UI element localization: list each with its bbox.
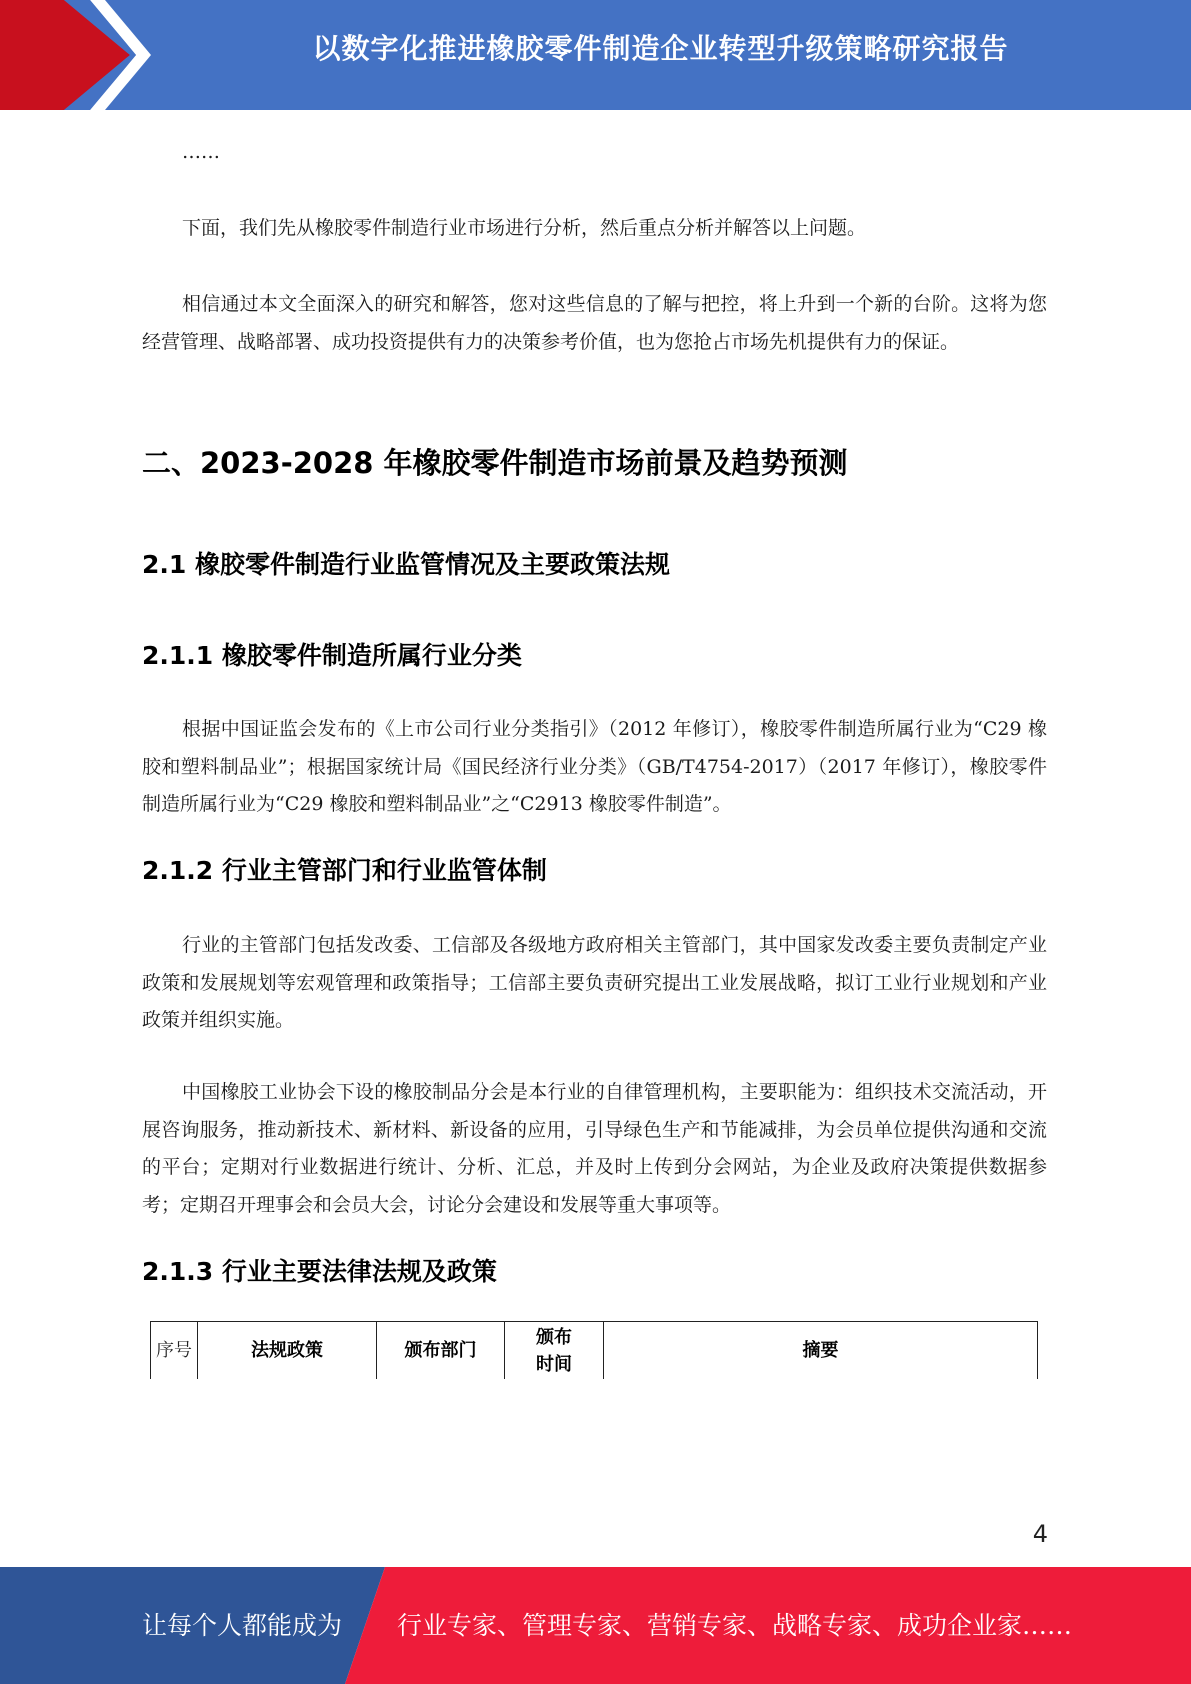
page-header — [0, 0, 1191, 110]
table-header-summary: 摘要 — [604, 1322, 1038, 1380]
subsection-2-1-title: 2.1 橡胶零件制造行业监管情况及主要政策法规 — [142, 550, 670, 579]
subsection-2-1-2-title: 2.1.2 行业主管部门和行业监管体制 — [142, 856, 547, 885]
table-header-row — [151, 1322, 1038, 1380]
section-title: 二、2023-2028 年橡胶零件制造市场前景及趋势预测 — [142, 446, 848, 480]
page-footer — [0, 1567, 1191, 1684]
paragraph-regulators: 行业的主管部门包括发改委、工信部及各级地方政府相关主管部门，其中国家发改委主要负责制定产业政策和发展规划等宏观管理和政策指导；工信部主要负责研究提出工业发展战略，拟订工业行业规划和产业政策并组织实施。 — [142, 934, 1047, 1031]
table-header-no: 序号 — [151, 1322, 198, 1380]
page-number: 4 — [1032, 1520, 1048, 1548]
table-header-policy: 法规政策 — [198, 1322, 377, 1380]
paragraph-industry-classification: 根据中国证监会发布的《上市公司行业分类指引》（2012 年修订），橡胶零件制造所属行业为“C29 橡胶和塑料制品业”；根据国家统计局《国民经济行业分类》（GB/T4754-2017）（2017 年修订），橡胶零件制造所属行业为“C29 橡胶和塑料制品业”之“C2913 橡胶零件制造”。 — [142, 718, 1047, 815]
footer-slogan-right: 行业专家、管理专家、营销专家、战略专家、成功企业家…… — [397, 1611, 1073, 1640]
intro-paragraph-1: 下面，我们先从橡胶零件制造行业市场进行分析，然后重点分析并解答以上问题。 — [182, 217, 867, 239]
subsection-2-1-3-title: 2.1.3 行业主要法律法规及政策 — [142, 1257, 497, 1286]
ellipsis-line: …… — [182, 141, 220, 163]
table-header-dept: 颁布部门 — [377, 1322, 505, 1380]
intro-paragraph-2: 相信通过本文全面深入的研究和解答，您对这些信息的了解与把控，将上升到一个新的台阶。这将为您经营管理、战略部署、成功投资提供有力的决策参考价值，也为您抢占市场先机提供有力的保证。 — [142, 293, 1047, 353]
footer-slogan-left: 让每个人都能成为 — [142, 1611, 343, 1640]
table-header-date: 颁布时间 — [505, 1322, 604, 1380]
subsection-2-1-1-title: 2.1.1 橡胶零件制造所属行业分类 — [142, 641, 522, 670]
header-title: 以数字化推进橡胶零件制造企业转型升级策略研究报告 — [312, 32, 1009, 65]
policy-table — [150, 1321, 1038, 1379]
paragraph-association: 中国橡胶工业协会下设的橡胶制品分会是本行业的自律管理机构，主要职能为：组织技术交流活动，开展咨询服务，推动新技术、新材料、新设备的应用，引导绿色生产和节能减排，为会员单位提供沟通和交流的平台；定期对行业数据进行统计、分析、汇总，并及时上传到分会网站，为企业及政府决策提供数据参考；定期召开理事会和会员大会，讨论分会建设和发展等重大事项等。 — [142, 1081, 1047, 1216]
